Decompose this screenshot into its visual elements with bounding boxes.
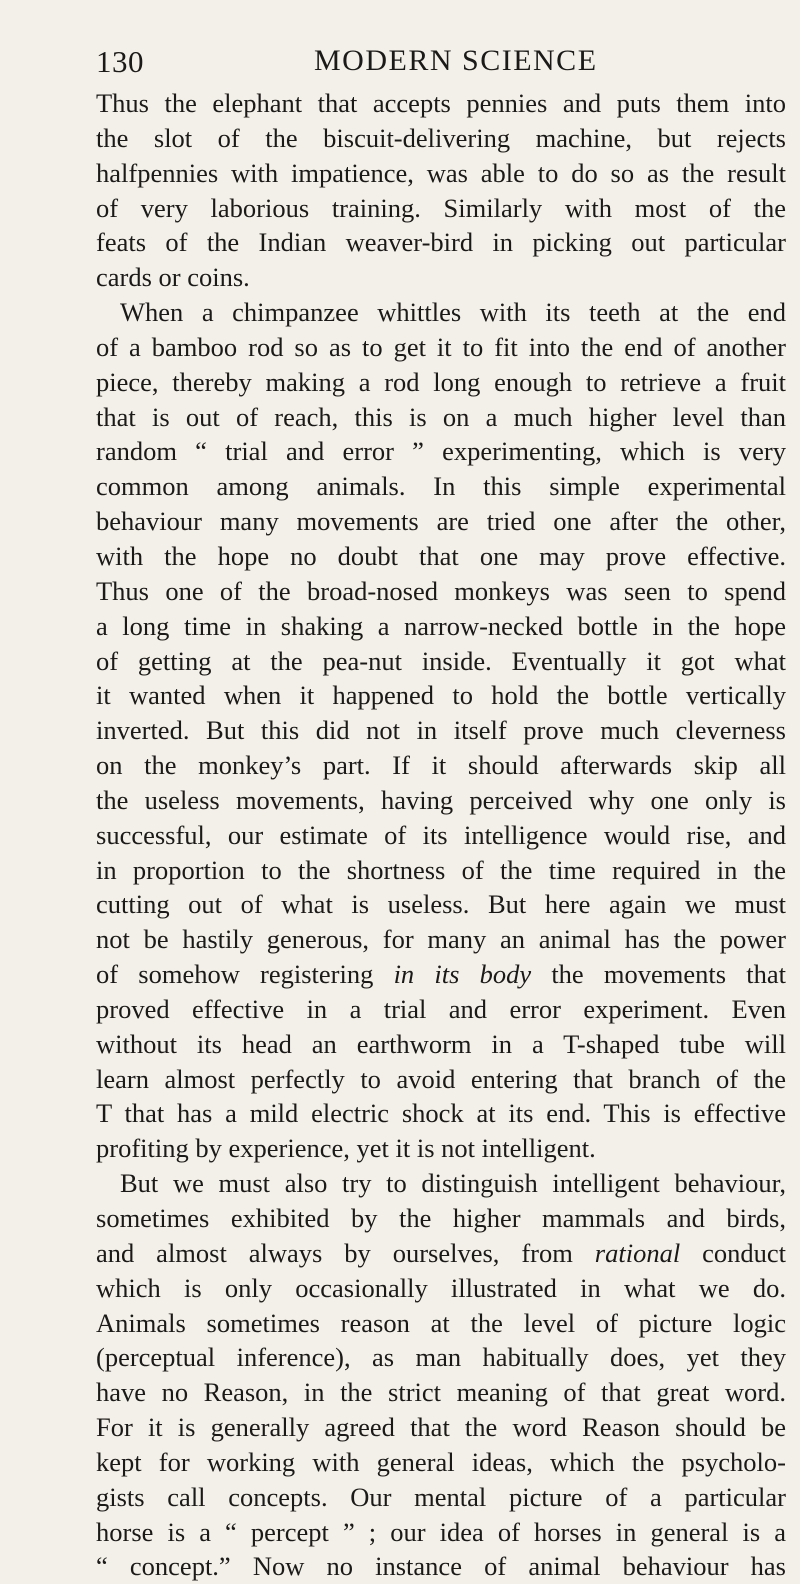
text-line: it wanted when it happened to hold the bottle vertically xyxy=(96,680,786,711)
text-line: Animals sometimes reason at the level of picture logic xyxy=(96,1307,786,1338)
text-segment: of somehow registering xyxy=(96,959,394,990)
text-line: Thus the elephant that accepts pennies and puts them into xyxy=(96,88,786,118)
text-line: in proportion to the shortness of the time required in the xyxy=(96,854,786,885)
text-line: without its head an earthworm in a T-shaped tube will xyxy=(96,1028,786,1059)
italic-phrase: in its body xyxy=(393,959,532,990)
text-line: kept for working with general ideas, which the psycholo- xyxy=(96,1446,786,1477)
text-line: When a chimpanzee whittles with its teeth at the end xyxy=(120,297,786,328)
text-line: with the hope no doubt that one may prove effective. xyxy=(96,540,786,571)
text-line: on the monkey’s part. If it should afterwards skip all xyxy=(96,750,786,781)
text-line: cards or coins. xyxy=(96,262,250,293)
text-line: random “ trial and error ” experimenting, which is very xyxy=(96,436,786,467)
text-line: But we must also try to distinguish intelligent behaviour, xyxy=(120,1168,786,1199)
text-line: profiting by experience, yet it is not intelligent. xyxy=(96,1133,596,1164)
text-line: the slot of the biscuit-delivering machine, but rejects xyxy=(96,122,786,153)
text-segment: and almost always by ourselves, from xyxy=(96,1237,595,1268)
page-header xyxy=(96,44,786,84)
text-line xyxy=(96,957,786,992)
text-line xyxy=(96,1236,786,1271)
text-line: not be hastily generous, for many an animal has the power xyxy=(96,924,786,955)
text-line: common among animals. In this simple experimental xyxy=(96,471,786,502)
text-line: the useless movements, having perceived why one only is xyxy=(96,784,786,815)
text-line: (perceptual inference), as man habitually does, yet they xyxy=(96,1342,786,1373)
running-head: MODERN SCIENCE xyxy=(314,44,598,77)
text-line: sometimes exhibited by the higher mammals and birds, xyxy=(96,1203,786,1233)
text-line: feats of the Indian weaver-bird in picking out particular xyxy=(96,227,786,258)
text-line: learn almost perfectly to avoid entering that branch of the xyxy=(96,1063,786,1094)
text-line: which is only occasionally illustrated in what we do. xyxy=(96,1272,786,1303)
text-line: inverted. But this did not in itself prove much cleverness xyxy=(96,715,786,746)
text-line: piece, thereby making a rod long enough to retrieve a fruit xyxy=(96,366,786,397)
text-line: Thus one of the broad-nosed monkeys was seen to spend xyxy=(96,575,786,606)
text-line: have no Reason, in the strict meaning of that great word. xyxy=(96,1377,786,1408)
text-line: behaviour many movements are tried one after the other, xyxy=(96,506,786,537)
text-line: halfpennies with impatience, was able to do so as the result xyxy=(96,157,786,188)
text-line: of getting at the pea-nut inside. Eventually it got what xyxy=(96,645,786,676)
text-line: that is out of reach, this is on a much higher level than xyxy=(96,401,786,432)
text-line: For it is generally agreed that the word Reason should be xyxy=(96,1412,786,1443)
text-line: T that has a mild electric shock at its end. This is effective xyxy=(96,1098,786,1129)
text-line: of a bamboo rod so as to get it to fit into the end of another xyxy=(96,331,786,362)
body-text xyxy=(96,86,786,1584)
page-number: 130 xyxy=(96,44,144,79)
text-line: gists call concepts. Our mental picture of a particular xyxy=(96,1481,786,1512)
text-line: horse is a “ percept ” ; our idea of horses in general is a xyxy=(96,1516,786,1547)
text-line: of very laborious training. Similarly with most of the xyxy=(96,192,786,223)
text-segment: conduct xyxy=(680,1237,786,1268)
italic-phrase: rational xyxy=(594,1237,681,1268)
text-line: cutting out of what is useless. But here again we must xyxy=(96,889,786,920)
text-line: successful, our estimate of its intelligence would rise, and xyxy=(96,819,786,850)
text-line: a long time in shaking a narrow-necked bottle in the hope xyxy=(96,610,786,641)
text-line: “ concept.” Now no instance of animal behaviour has xyxy=(96,1551,786,1582)
text-segment: the movements that xyxy=(531,959,786,990)
text-line: proved effective in a trial and error experiment. Even xyxy=(96,993,786,1024)
